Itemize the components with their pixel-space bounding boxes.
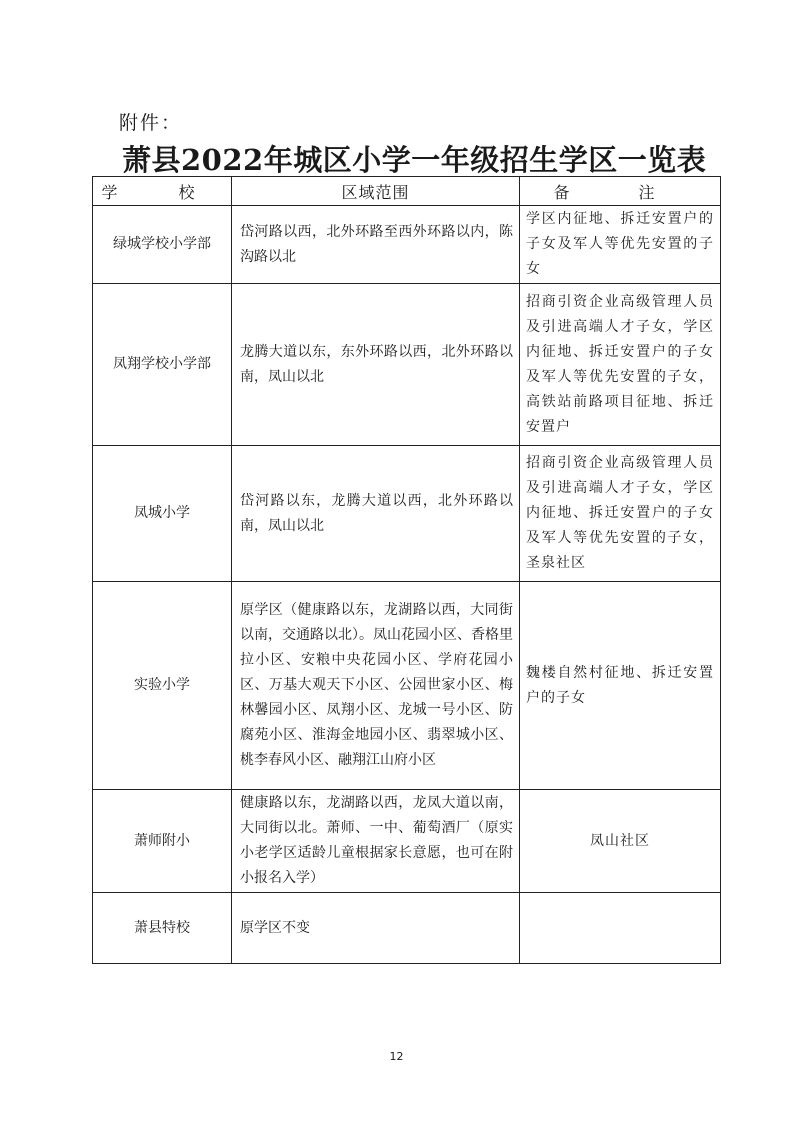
school-cell: 凤翔学校小学部	[93, 284, 232, 446]
note-cell: 凤山社区	[520, 790, 721, 893]
attachment-label: 附件：	[119, 112, 183, 134]
range-cell: 原学区不变	[232, 893, 520, 964]
note-cell: 学区内征地、拆迁安置户的子女及军人等优先安置的子女	[520, 206, 721, 284]
header-school: 学 校	[93, 177, 232, 206]
range-cell: 健康路以东，龙湖路以西，龙凤大道以南，大同街以北。萧师、一中、葡萄酒厂（原实小老学区适龄儿童根据家长意愿，也可在附小报名入学）	[232, 790, 520, 893]
table-row	[93, 206, 721, 284]
table-row	[93, 582, 721, 790]
enrollment-district-table	[92, 176, 721, 964]
school-cell: 萧师附小	[93, 790, 232, 893]
range-cell: 龙腾大道以东，东外环路以西，北外环路以南，凤山以北	[232, 284, 520, 446]
table-row	[93, 446, 721, 582]
school-cell: 萧县特校	[93, 893, 232, 964]
header-range: 区域范围	[232, 177, 520, 206]
range-cell: 岱河路以东，龙腾大道以西，北外环路以南，凤山以北	[232, 446, 520, 582]
note-cell	[520, 893, 721, 964]
table-row	[93, 893, 721, 964]
note-cell: 招商引资企业高级管理人员及引进高端人才子女，学区内征地、拆迁安置户的子女及军人等优先安置的子女，圣泉社区	[520, 446, 721, 582]
school-cell: 凤城小学	[93, 446, 232, 582]
table-row	[93, 790, 721, 893]
note-cell: 魏楼自然村征地、拆迁安置户的子女	[520, 582, 721, 790]
school-cell: 绿城学校小学部	[93, 206, 232, 284]
range-cell: 原学区（健康路以东，龙湖路以西，大同街以南，交通路以北）。凤山花园小区、香格里拉小区、安粮中央花园小区、学府花园小区、万基大观天下小区、公园世家小区、梅林馨园小区、凤翔小区、龙城一号小区、防腐苑小区、淮海金地园小区、翡翠城小区、桃李春风小区、融翔江山府小区	[232, 582, 520, 790]
page-number: 12	[389, 1050, 404, 1063]
table-header-row	[93, 177, 721, 206]
header-note: 备 注	[520, 177, 721, 206]
range-cell: 岱河路以西，北外环路至西外环路以内，陈沟路以北	[232, 206, 520, 284]
table-row	[93, 284, 721, 446]
page-title: 萧县2022年城区小学一年级招生学区一览表	[122, 143, 707, 177]
note-cell: 招商引资企业高级管理人员及引进高端人才子女，学区内征地、拆迁安置户的子女及军人等优先安置的子女，高铁站前路项目征地、拆迁安置户	[520, 284, 721, 446]
school-cell: 实验小学	[93, 582, 232, 790]
